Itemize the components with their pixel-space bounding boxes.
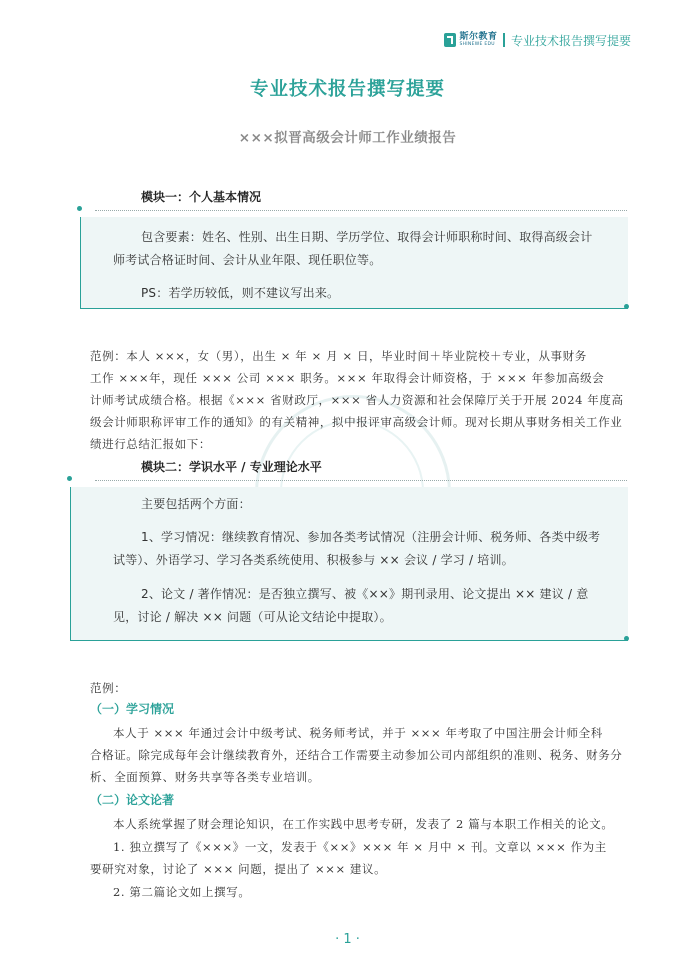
header-title: 专业技术报告撰写提要 [510,33,631,48]
section-papers-line-2: 1. 独立撰写了《×××》一文，发表于《××》××× 年 × 月中 × 刊。文章以 ××× 作为主 [113,840,607,854]
example1-line-4: 级会计师职称评审工作的通知》的有关精神，拟中报评审高级会计师。现对长期从事财务相关工作业 [90,415,623,429]
brand-name: 斯尔教育 [459,31,498,42]
module2-dot-left [67,476,72,481]
example1-line-1: 范例：本人 ×××，女（男），出生 × 年 × 月 × 日，毕业时间＋毕业院校＋专业，从事财务 [90,349,587,363]
module2-p1-line-1: 1、学习情况：继续教育情况、参加各类考试情况（注册会计师、税务师、各类中级考 [141,530,601,544]
section-papers-line-1: 本人系统掌握了财会理论知识，在工作实践中思考专研，发表了 2 篇与本职工作相关的论文。 [113,817,614,831]
header-brand [444,31,631,49]
section-papers-line-4: 2. 第二篇论文如上撰写。 [113,885,251,899]
module1-dot-left [77,206,82,211]
section-study-line-3: 析、全面预算、财务共享等各类专业培训。 [90,770,320,784]
module2-dot-right [624,636,629,641]
section-study-title: （一）学习情况 [90,702,175,716]
module2-intro: 主要包括两个方面： [141,497,251,511]
example1-line-2: 工作 ×××年，现任 ××× 公司 ××× 职务。××× 年取得会计师资格，于 ××× 年参加高级会 [90,371,605,385]
brand-divider [503,33,505,47]
brand-name-en: SHINEWE EDU [459,41,495,47]
module1-ps: PS：若学历较低，则不建议写出来。 [141,286,340,300]
section-study-line-2: 合格证。除完成每年会计继续教育外，还结合工作需要主动参加公司内部组织的准则、税务、财务分 [90,748,623,762]
module2-p1-line-2: 试等）、外语学习、学习各类系统使用、积极参与 ×× 会议 / 学习 / 培训。 [113,553,514,567]
module1-divider [95,210,627,211]
section-papers-title: （二）论文论著 [90,793,175,807]
section-study-line-1: 本人于 ××× 年通过会计中级考试、税务师考试，并于 ××× 年考取了中国注册会计师全科 [113,726,603,740]
page-number: · 1 · [335,932,360,947]
brand-logo [444,33,497,48]
logo-icon [444,33,456,47]
example2-label: 范例： [90,681,127,695]
module2-p2-line-2: 见，讨论 / 解决 ×× 问题（可从论文结论中提取）。 [113,610,392,624]
page-title: 专业技术报告撰写提要 [249,79,445,100]
example1-line-3: 计师考试成绩合格。根据《××× 省财政厅，××× 省人力资源和社会保障厅关于开展 2024 年度高 [90,393,624,407]
module1-dot-right [624,304,629,309]
module1-line-1: 包含要素：姓名、性别、出生日期、学历学位、取得会计师职称时间、取得高级会计 [141,230,593,244]
module1-title: 模块一：个人基本情况 [141,190,262,204]
module2-divider [95,480,627,481]
section-papers-line-3: 要研究对象，讨论了 ××× 问题，提出了 ××× 建议。 [90,862,387,876]
module2-p2-line-1: 2、论文 / 著作情况：是否独立撰写、被《××》期刊录用、论文提出 ×× 建议 / 意 [141,587,589,601]
page-subtitle: ×××拟晋高级会计师工作业绩报告 [238,130,457,146]
module2-title: 模块二：学识水平 / 专业理论水平 [141,460,322,474]
module1-line-2: 师考试合格证时间、会计从业年限、现任职位等。 [113,253,382,267]
example1-line-5: 绩进行总结汇报如下： [90,437,211,451]
